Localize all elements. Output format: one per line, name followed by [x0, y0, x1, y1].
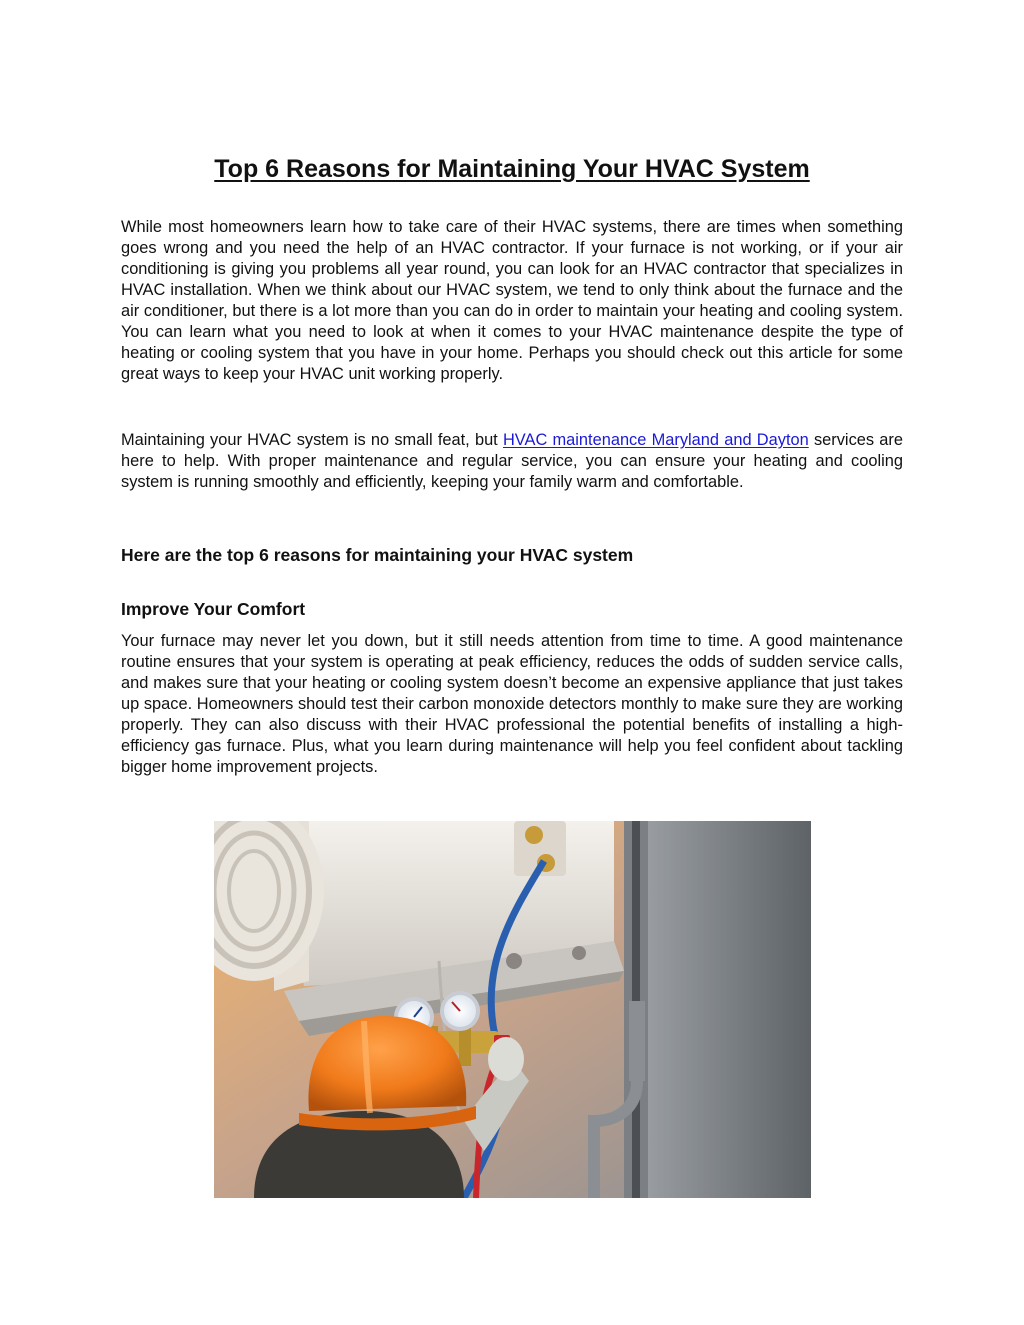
page-title: Top 6 Reasons for Maintaining Your HVAC System — [214, 155, 810, 183]
maintenance-text-after-link: services are here to help. With proper maintenance and regular service, you can ensure your heating and cooling system is running smoothly and efficiently, keeping your family warm and comfortable. — [121, 431, 903, 491]
comfort-paragraph: Your furnace may never let you down, but it still needs attention from time to time. A good maintenance routine ensures that your system is operating at peak efficiency, reduces the odds of sudden service calls, and makes sure that your heating or cooling system doesn’t become an expensive appliance that just takes up space. Homeowners should test their carbon monoxide detectors monthly to make sure they are working properly. They can also discuss with their HVAC professional the potential benefits of installing a high-efficiency gas furnace. Plus, what you learn during maintenance will help you feel confident about tackling bigger home improvement projects. — [121, 632, 903, 776]
maintenance-paragraph — [121, 430, 903, 493]
intro-paragraph: While most homeowners learn how to take care of their HVAC systems, there are times when something goes wrong and you need the help of an HVAC contractor. If your furnace is not working, or if your air conditioning is giving you problems all year round, you can look for an HVAC contractor that specializes in HVAC installation. When we think about our HVAC system, we tend to only think about the furnace and the air conditioner, but there is a lot more than you can do in order to maintain your heating and cooling system. You can learn what you need to look at when it comes to your HVAC maintenance despite the type of heating or cooling system that you have in your home. Perhaps you should check out this article for some great ways to keep your HVAC unit working properly. — [121, 218, 903, 383]
section-heading: Here are the top 6 reasons for maintaining your HVAC system — [121, 545, 634, 565]
hvac-maintenance-link[interactable]: HVAC maintenance Maryland and Dayton — [502, 431, 809, 449]
hvac-technician-photo — [214, 821, 811, 1198]
maintenance-text-before-link: Maintaining your HVAC system is no small feat, but — [121, 431, 503, 449]
improve-comfort-heading: Improve Your Comfort — [121, 599, 306, 619]
